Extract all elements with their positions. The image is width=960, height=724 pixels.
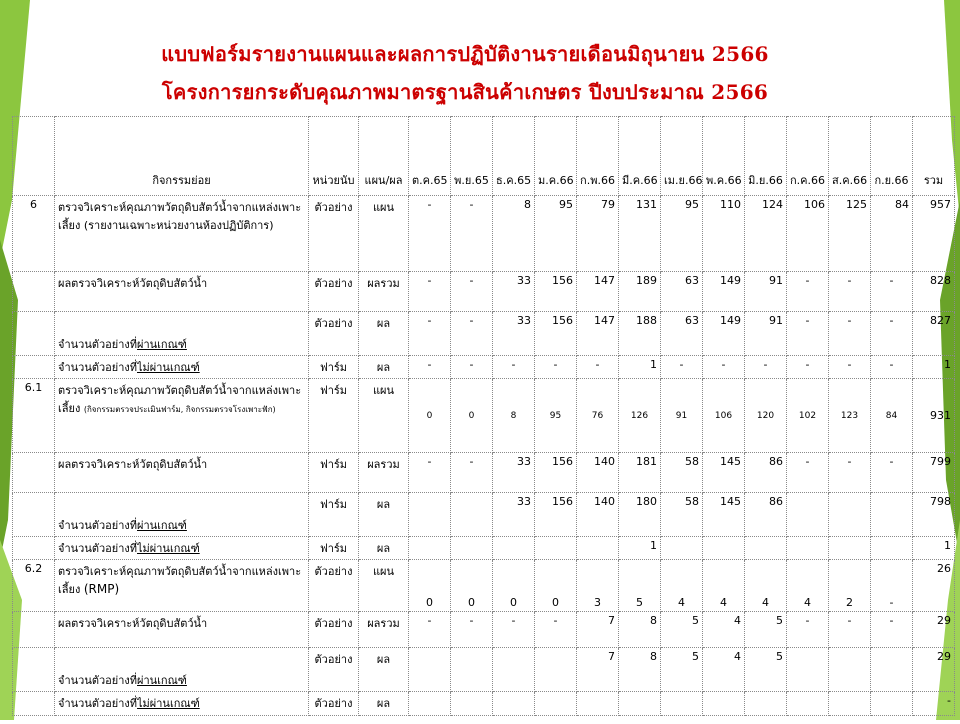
- month-value: 7: [577, 648, 619, 692]
- month-value: -: [871, 312, 913, 356]
- month-value: 188: [619, 312, 661, 356]
- type-cell: ผลรวม: [359, 453, 409, 493]
- month-value: 5: [661, 648, 703, 692]
- month-value: -: [451, 312, 493, 356]
- month-value: [787, 692, 829, 716]
- header-month: ก.พ.66: [577, 117, 619, 196]
- activity-cell: [55, 692, 309, 716]
- activity-prefix: จำนวนตัวอย่างที่: [58, 542, 138, 555]
- header-month: ม.ค.66: [535, 117, 577, 196]
- month-value: 149: [703, 272, 745, 312]
- month-value: 95: [535, 379, 577, 453]
- month-value: [745, 537, 787, 560]
- header-month: ธ.ค.65: [493, 117, 535, 196]
- unit-cell: ฟาร์ม: [309, 356, 359, 379]
- activity-note: (RMP): [83, 582, 120, 596]
- total-value: 799: [913, 453, 955, 493]
- month-value: -: [409, 453, 451, 493]
- month-value: 91: [661, 379, 703, 453]
- activity-cell: [55, 493, 309, 537]
- header-no: [13, 117, 55, 196]
- month-value: [703, 692, 745, 716]
- total-value: 26: [913, 560, 955, 612]
- activity-cell: [55, 453, 309, 493]
- month-value: -: [829, 272, 871, 312]
- row-number: [13, 312, 55, 356]
- total-value: 827: [913, 312, 955, 356]
- month-value: 0: [493, 560, 535, 612]
- month-value: 147: [577, 272, 619, 312]
- activity-cell: [55, 379, 309, 453]
- month-value: 8: [619, 648, 661, 692]
- month-value: 2: [829, 560, 871, 612]
- month-value: [787, 648, 829, 692]
- month-value: -: [409, 272, 451, 312]
- month-value: 63: [661, 272, 703, 312]
- month-value: -: [409, 356, 451, 379]
- month-value: [829, 692, 871, 716]
- month-value: [535, 537, 577, 560]
- month-value: [451, 537, 493, 560]
- activity-cell: [55, 537, 309, 560]
- type-cell: ผล: [359, 537, 409, 560]
- header-month: ก.ย.66: [871, 117, 913, 196]
- month-value: 189: [619, 272, 661, 312]
- criteria-text: ไม่ผ่านเกณฑ์: [137, 542, 200, 555]
- month-value: -: [787, 453, 829, 493]
- header-month: พ.ย.65: [451, 117, 493, 196]
- month-value: [451, 692, 493, 716]
- month-value: [787, 537, 829, 560]
- total-value: 29: [913, 648, 955, 692]
- month-value: 8: [493, 379, 535, 453]
- total-value: 29: [913, 612, 955, 648]
- month-value: 149: [703, 312, 745, 356]
- total-value: 931: [913, 379, 955, 453]
- activity-prefix: จำนวนตัวอย่างที่: [58, 519, 138, 532]
- activity-prefix: จำนวนตัวอย่างที่: [58, 674, 138, 687]
- total-value: 957: [913, 196, 955, 272]
- row-number: 6: [13, 196, 55, 272]
- month-value: [871, 692, 913, 716]
- header-month: เม.ย.66: [661, 117, 703, 196]
- month-value: [493, 692, 535, 716]
- activity-text: ผลตรวจวิเคราะห์วัตถุดิบสัตว์น้ำ: [58, 617, 208, 630]
- month-value: -: [535, 356, 577, 379]
- unit-cell: ฟาร์ม: [309, 453, 359, 493]
- type-cell: ผลรวม: [359, 612, 409, 648]
- type-cell: แผน: [359, 379, 409, 453]
- month-value: 4: [703, 560, 745, 612]
- month-value: -: [829, 312, 871, 356]
- table-row: [13, 356, 955, 379]
- month-value: [829, 537, 871, 560]
- month-value: 33: [493, 272, 535, 312]
- activity-text: ตรวจวิเคราะห์คุณภาพวัตถุดิบสัตว์น้ำจากแหล่งเพาะเลี้ยง: [58, 384, 302, 415]
- month-value: -: [409, 312, 451, 356]
- table-row: [13, 612, 955, 648]
- month-value: 84: [871, 379, 913, 453]
- criteria-text: ไม่ผ่านเกณฑ์: [137, 361, 200, 374]
- type-cell: แผน: [359, 196, 409, 272]
- criteria-text: ไม่ผ่านเกณฑ์: [137, 697, 200, 710]
- month-value: 1: [619, 356, 661, 379]
- month-value: 140: [577, 493, 619, 537]
- row-number: [13, 356, 55, 379]
- month-value: -: [451, 356, 493, 379]
- month-value: 5: [619, 560, 661, 612]
- month-value: -: [535, 612, 577, 648]
- month-value: -: [787, 356, 829, 379]
- month-value: [787, 493, 829, 537]
- month-value: -: [493, 356, 535, 379]
- month-value: -: [829, 612, 871, 648]
- month-value: -: [493, 612, 535, 648]
- activity-cell: [55, 612, 309, 648]
- row-number: [13, 537, 55, 560]
- month-value: -: [787, 612, 829, 648]
- criteria-text: ผ่านเกณฑ์: [137, 519, 187, 532]
- month-value: 0: [451, 379, 493, 453]
- month-value: 79: [577, 196, 619, 272]
- header-activity: กิจกรรมย่อย: [55, 117, 309, 196]
- month-value: [493, 648, 535, 692]
- month-value: -: [409, 196, 451, 272]
- unit-cell: ตัวอย่าง: [309, 648, 359, 692]
- month-value: 3: [577, 560, 619, 612]
- unit-cell: ตัวอย่าง: [309, 692, 359, 716]
- type-cell: ผล: [359, 356, 409, 379]
- month-value: 5: [661, 612, 703, 648]
- month-value: -: [829, 356, 871, 379]
- activity-cell: [55, 196, 309, 272]
- month-value: [577, 692, 619, 716]
- month-value: 8: [619, 612, 661, 648]
- month-value: 33: [493, 493, 535, 537]
- month-value: 58: [661, 453, 703, 493]
- unit-cell: ตัวอย่าง: [309, 196, 359, 272]
- table-row: [13, 272, 955, 312]
- header-plan-result: แผน/ผล: [359, 117, 409, 196]
- month-value: 0: [409, 379, 451, 453]
- row-number: 6.2: [13, 560, 55, 612]
- table-row: [13, 560, 955, 612]
- total-value: 1: [913, 356, 955, 379]
- month-value: 110: [703, 196, 745, 272]
- month-value: -: [787, 272, 829, 312]
- month-value: [829, 493, 871, 537]
- report-table: [12, 116, 955, 716]
- month-value: 4: [745, 560, 787, 612]
- type-cell: แผน: [359, 560, 409, 612]
- month-value: 106: [703, 379, 745, 453]
- unit-cell: ตัวอย่าง: [309, 612, 359, 648]
- table-row: [13, 493, 955, 537]
- header-month: ต.ค.65: [409, 117, 451, 196]
- activity-text: ผลตรวจวิเคราะห์วัตถุดิบสัตว์น้ำ: [58, 458, 208, 471]
- table-row: [13, 379, 955, 453]
- month-value: 33: [493, 312, 535, 356]
- activity-cell: [55, 560, 309, 612]
- month-value: 156: [535, 493, 577, 537]
- month-value: [577, 537, 619, 560]
- month-value: [493, 537, 535, 560]
- month-value: 181: [619, 453, 661, 493]
- month-value: [871, 648, 913, 692]
- month-value: 145: [703, 493, 745, 537]
- row-number: [13, 453, 55, 493]
- type-cell: ผล: [359, 493, 409, 537]
- unit-cell: ฟาร์ม: [309, 493, 359, 537]
- month-value: [451, 648, 493, 692]
- activity-cell: [55, 648, 309, 692]
- activity-note: (กิจกรรมตรวจประเมินฟาร์ม, กิจกรรมตรวจโรงเพาะฟัก): [83, 405, 276, 414]
- month-value: 7: [577, 612, 619, 648]
- total-value: 1: [913, 537, 955, 560]
- month-value: 4: [661, 560, 703, 612]
- month-value: 131: [619, 196, 661, 272]
- month-value: 156: [535, 312, 577, 356]
- activity-text: ตรวจวิเคราะห์คุณภาพวัตถุดิบสัตว์น้ำจากแหล่งเพาะเลี้ยง (รายงานเฉพาะหน่วยงานห้องปฏิบัติการ): [58, 201, 302, 232]
- unit-cell: ฟาร์ม: [309, 537, 359, 560]
- criteria-text: ผ่านเกณฑ์: [137, 674, 187, 687]
- month-value: 95: [661, 196, 703, 272]
- month-value: -: [787, 312, 829, 356]
- row-number: 6.1: [13, 379, 55, 453]
- type-cell: ผล: [359, 312, 409, 356]
- month-value: [871, 493, 913, 537]
- month-value: -: [871, 356, 913, 379]
- month-value: 145: [703, 453, 745, 493]
- month-value: [703, 537, 745, 560]
- month-value: -: [577, 356, 619, 379]
- month-value: 180: [619, 493, 661, 537]
- month-value: -: [871, 612, 913, 648]
- month-value: [409, 537, 451, 560]
- type-cell: ผล: [359, 648, 409, 692]
- month-value: 147: [577, 312, 619, 356]
- header-month: ส.ค.66: [829, 117, 871, 196]
- row-number: [13, 493, 55, 537]
- month-value: 8: [493, 196, 535, 272]
- month-value: 106: [787, 196, 829, 272]
- month-value: 4: [703, 612, 745, 648]
- month-value: 0: [451, 560, 493, 612]
- report-table-container: [12, 116, 950, 720]
- activity-prefix: จำนวนตัวอย่างที่: [58, 697, 138, 710]
- month-value: -: [871, 272, 913, 312]
- unit-cell: ฟาร์ม: [309, 379, 359, 453]
- type-cell: ผล: [359, 692, 409, 716]
- project-title: โครงการยกระดับคุณภาพมาตรฐานสินค้าเกษตร ปีงบประมาณ 2566: [161, 80, 769, 104]
- month-value: -: [703, 356, 745, 379]
- month-value: 123: [829, 379, 871, 453]
- month-value: [745, 692, 787, 716]
- month-value: [829, 648, 871, 692]
- month-value: -: [661, 356, 703, 379]
- criteria-text: ผ่านเกณฑ์: [137, 338, 187, 351]
- month-value: 4: [703, 648, 745, 692]
- month-value: 33: [493, 453, 535, 493]
- month-value: 86: [745, 453, 787, 493]
- table-header-row: [13, 117, 955, 196]
- activity-cell: [55, 312, 309, 356]
- table-row: [13, 453, 955, 493]
- month-value: 91: [745, 312, 787, 356]
- unit-cell: ตัวอย่าง: [309, 560, 359, 612]
- month-value: -: [451, 612, 493, 648]
- month-value: -: [451, 453, 493, 493]
- month-value: 156: [535, 272, 577, 312]
- month-value: [661, 537, 703, 560]
- month-value: -: [829, 453, 871, 493]
- month-value: 125: [829, 196, 871, 272]
- month-value: 126: [619, 379, 661, 453]
- month-value: -: [871, 560, 913, 612]
- activity-cell: [55, 272, 309, 312]
- month-value: 5: [745, 648, 787, 692]
- row-number: [13, 692, 55, 716]
- header-month: มิ.ย.66: [745, 117, 787, 196]
- month-value: 63: [661, 312, 703, 356]
- month-value: 58: [661, 493, 703, 537]
- month-value: [535, 648, 577, 692]
- header-month: ก.ค.66: [787, 117, 829, 196]
- month-value: -: [409, 612, 451, 648]
- month-value: 156: [535, 453, 577, 493]
- month-value: [661, 692, 703, 716]
- month-value: [619, 692, 661, 716]
- row-number: [13, 648, 55, 692]
- month-value: 84: [871, 196, 913, 272]
- month-value: [871, 537, 913, 560]
- month-value: -: [451, 196, 493, 272]
- total-value: -: [913, 692, 955, 716]
- row-number: [13, 272, 55, 312]
- month-value: -: [745, 356, 787, 379]
- month-value: 140: [577, 453, 619, 493]
- report-title: แบบฟอร์มรายงานแผนและผลการปฏิบัติงานรายเดือนมิถุนายน 2566: [161, 42, 769, 66]
- month-value: 4: [787, 560, 829, 612]
- table-row: [13, 312, 955, 356]
- month-value: [451, 493, 493, 537]
- month-value: [409, 692, 451, 716]
- month-value: 86: [745, 493, 787, 537]
- header-month: มี.ค.66: [619, 117, 661, 196]
- table-row: [13, 196, 955, 272]
- month-value: 102: [787, 379, 829, 453]
- activity-text: ตรวจวิเคราะห์คุณภาพวัตถุดิบสัตว์น้ำจากแหล่งเพาะเลี้ยง: [58, 565, 302, 596]
- type-cell: ผลรวม: [359, 272, 409, 312]
- month-value: 120: [745, 379, 787, 453]
- month-value: 0: [409, 560, 451, 612]
- header-month: พ.ค.66: [703, 117, 745, 196]
- total-value: 828: [913, 272, 955, 312]
- table-row: [13, 537, 955, 560]
- activity-cell: [55, 356, 309, 379]
- unit-cell: ตัวอย่าง: [309, 312, 359, 356]
- month-value: 124: [745, 196, 787, 272]
- unit-cell: ตัวอย่าง: [309, 272, 359, 312]
- month-value: 5: [745, 612, 787, 648]
- month-value: -: [871, 453, 913, 493]
- month-value: [409, 493, 451, 537]
- header-unit: หน่วยนับ: [309, 117, 359, 196]
- month-value: 76: [577, 379, 619, 453]
- table-row: [13, 648, 955, 692]
- month-value: [409, 648, 451, 692]
- month-value: 0: [535, 560, 577, 612]
- table-row: [13, 692, 955, 716]
- activity-prefix: จำนวนตัวอย่างที่: [58, 338, 138, 351]
- month-value: 1: [619, 537, 661, 560]
- header-total: รวม: [913, 117, 955, 196]
- month-value: [535, 692, 577, 716]
- month-value: 91: [745, 272, 787, 312]
- activity-prefix: จำนวนตัวอย่างที่: [58, 361, 138, 374]
- row-number: [13, 612, 55, 648]
- activity-text: ผลตรวจวิเคราะห์วัตถุดิบสัตว์น้ำ: [58, 277, 208, 290]
- month-value: -: [451, 272, 493, 312]
- month-value: 95: [535, 196, 577, 272]
- total-value: 798: [913, 493, 955, 537]
